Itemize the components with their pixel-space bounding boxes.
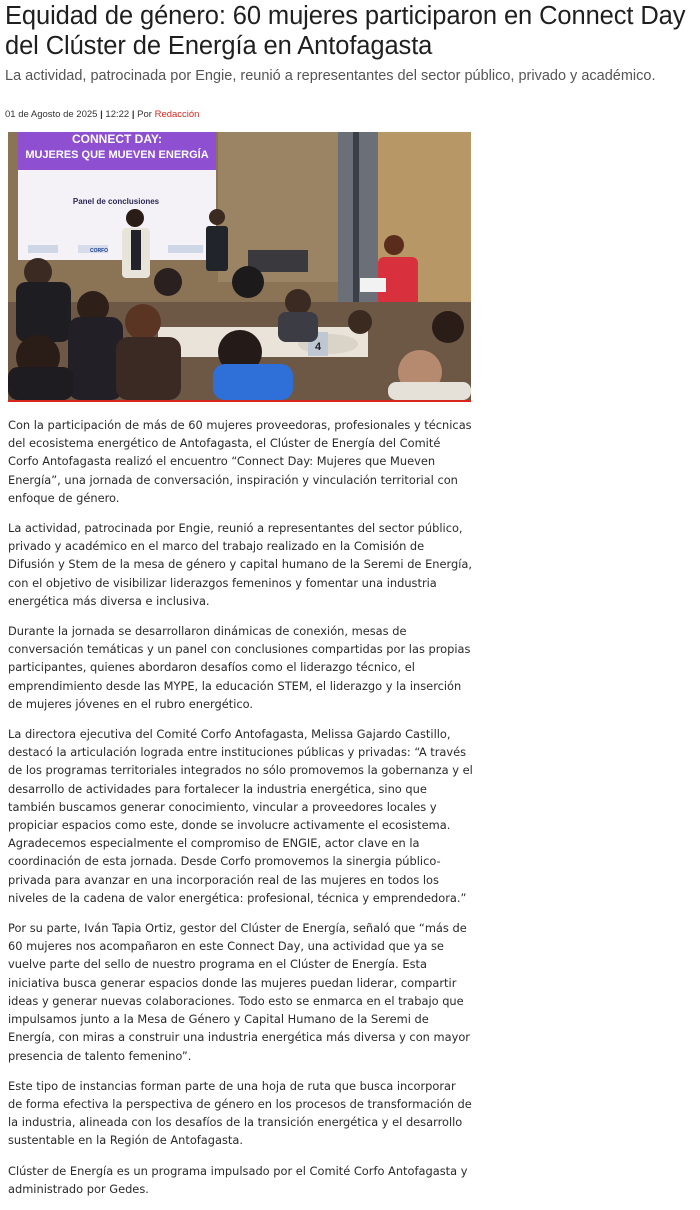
banner-line-2: MUJERES QUE MUEVEN ENERGÍA: [25, 149, 209, 161]
article-meta: [5, 109, 199, 120]
screen-text: Panel de conclusiones: [72, 197, 160, 206]
body-paragraph: Por su parte, Iván Tapia Ortiz, gestor del Clúster de Energía, señaló que “más de 60 mujeres nos acompañaron en este Connect Day, una actividad que ya se vuelve parte del sello de nuestro programa en el Clúster de Energía. Esta iniciativa busca generar espacios donde las mujeres puedan liderar, compartir ideas y generar nuevas colaboraciones. Todo esto se enmarca en el trabajo que impulsamos junto a la Mesa de Género y Capital Humano de la Seremi de Energía, con miras a construir una industria energética más diversa y con mayor presencia de talento femenino”.: [8, 921, 470, 1063]
article-subtitle: La actividad, patrocinada por Engie, reunió a representantes del sector público, privado y académico.: [5, 68, 656, 84]
publish-time: 12:22: [105, 109, 130, 120]
banner-line-1: CONNECT DAY:: [71, 132, 163, 146]
table-number: 4: [315, 341, 322, 353]
author-link[interactable]: Redacción: [154, 109, 200, 120]
body-paragraph: Este tipo de instancias forman parte de una hoja de ruta que busca incorporar de forma efectiva la perspectiva de género en los procesos de transformación de la industria, alineada con los desafíos de la transición energética y el desarrollo sustentable en la Región de Antofagasta.: [8, 1078, 472, 1148]
publish-date: 01 de Agosto de 2025: [5, 109, 98, 120]
meta-separator: |: [131, 109, 135, 120]
event-photo-illustration: [8, 132, 471, 400]
article-title: Equidad de género: 60 mujeres participaron en Connect Day del Clúster de Energía en Antofagasta: [5, 2, 686, 60]
body-paragraph: La actividad, patrocinada por Engie, reunió a representantes del sector público, privado y académico en el marco del trabajo realizado en la Comisión de Difusión y Stem de la mesa de género y capital humano de la Seremi de Energía, con el objetivo de visibilizar liderazgos femeninos y fomentar una industria energética más diversa e inclusiva.: [8, 521, 472, 608]
article-photo: [8, 132, 471, 402]
body-paragraph: Clúster de Energía es un programa impulsado por el Comité Corfo Antofagasta y administrado por Gedes.: [8, 1163, 468, 1196]
by-label: Por: [137, 109, 152, 120]
body-paragraph: Con la participación de más de 60 mujeres proveedoras, profesionales y técnicas del ecosistema energético de Antofagasta, el Clúster de Energía del Comité Corfo Antofagasta realizó el encuentro “Connect Day: Mujeres que Mueven Energía”, una jornada de conversación, inspiración y vinculación territorial con enfoque de género.: [8, 418, 472, 505]
article-body: [8, 416, 473, 1210]
body-paragraph: La directora ejecutiva del Comité Corfo Antofagasta, Melissa Gajardo Castillo, destacó la articulación lograda entre instituciones públicas y privadas: “A través de los programas territoriales integrados no sólo promovemos la gobernanza y el desarrollo de actividades para fortalecer la industria energética, sino que también buscamos generar conocimiento, vincular a proveedores locales y propiciar espacios como este, donde se involucre activamente el ecosistema. Agradecemos especialmente el compromiso de ENGIE, actor clave en la coordinación de esta jornada. Desde Corfo promovemos la sinergia público-privada para avanzar en una incorporación real de las mujeres en todos los niveles de la cadena de valor energética: profesional, técnica y emprendedora.”: [8, 727, 473, 905]
corfo-logo: CORFO: [90, 248, 109, 254]
body-paragraph: Durante la jornada se desarrollaron dinámicas de conexión, mesas de conversación temáticas y un panel con conclusiones compartidas por las propias participantes, quienes abordaron desafíos como el liderazgo técnico, el emprendimiento desde las MYPE, la educación STEM, el liderazgo y la inserción de mujeres jóvenes en el rubro energético.: [8, 624, 471, 711]
meta-separator: |: [100, 109, 103, 120]
